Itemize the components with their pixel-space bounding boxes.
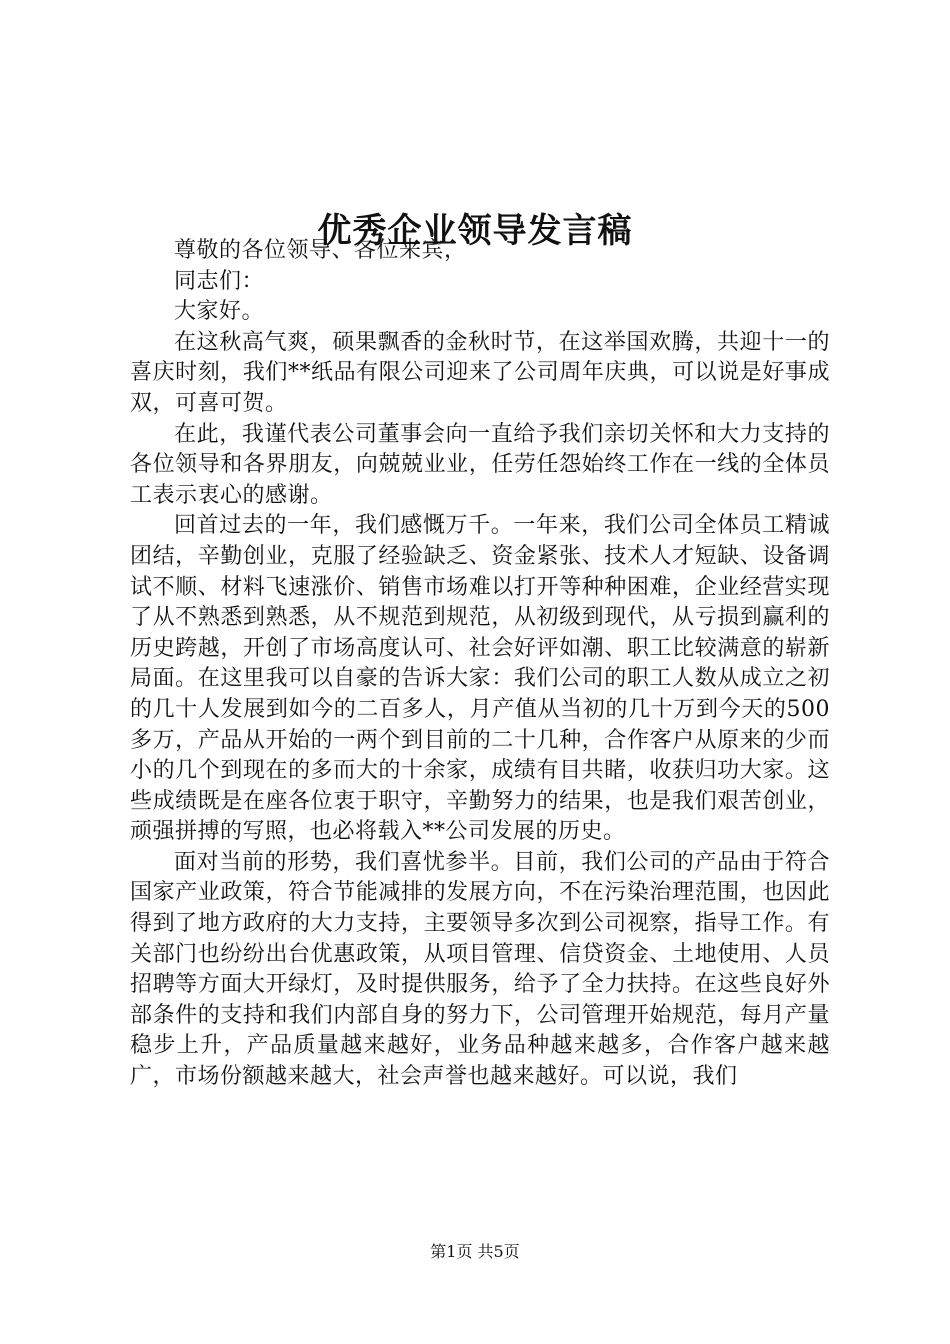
body-paragraph: 回首过去的一年，我们感慨万千。一年来，我们公司全体员工精诚团结，辛勤创业，克服了经验缺乏、资金紧张、技术人才短缺、设备调试不顺、材料飞速涨价、销售市场难以打开等种种困难，企业经营实现了从不熟悉到熟悉，从不规范到规范，从初级到现代，从亏损到赢利的历史跨越，开创了市场高度认可、社会好评如潮、职工比较满意的崭新局面。在这里我可以自豪的告诉大家：我们公司的职工人数从成立之初的几十人发展到如今的二百多人，月产值从当初的几十万到今天的500多万，产品从开始的一两个到目前的二十几种，合作客户从原来的少而小的几个到现在的多而大的十余家，成绩有目共睹，收获归功大家。这些成绩既是在座各位衷于职守，辛勤努力的结果，也是我们艰苦创业，顽强拼搏的写照，也必将载入**公司发展的历史。 bbox=[130, 513, 830, 845]
greeting-line: 大家好。 bbox=[174, 299, 265, 325]
salutation-line: 同志们： bbox=[174, 268, 265, 294]
body-paragraph: 在这秋高气爽，硕果飘香的金秋时节，在这举国欢腾，共迎十一的喜庆时刻，我们**纸品有限公司迎来了公司周年庆典，可以说是好事成双，可喜可贺。 bbox=[130, 329, 830, 416]
salutation-line: 尊敬的各位领导、各位来宾， bbox=[174, 238, 467, 263]
body-paragraph: 面对当前的形势，我们喜忧参半。目前，我们公司的产品由于符合国家产业政策，符合节能减排的发展方向，不在污染治理范围，也因此得到了地方政府的大力支持，主要领导多次到公司视察，指导工作。有关部门也纷纷出台优惠政策，从项目管理、信贷资金、土地使用、人员招聘等方面大开绿灯，及时提供服务，给予了全力扶持。在这些良好外部条件的支持和我们内部自身的努力下，公司管理开始规范，每月产量稳步上升，产品质量越来越好，业务品种越来越多，合作客户越来越广，市场份额越来越大，社会声誉也越来越好。可以说，我们 bbox=[130, 849, 830, 1090]
body-paragraph: 在此，我谨代表公司董事会向一直给予我们亲切关怀和大力支持的各位领导和各界朋友，向兢兢业业，任劳任怨始终工作在一线的全体员工表示衷心的感谢。 bbox=[130, 421, 830, 508]
document-title: 优秀企业领导发言稿 bbox=[317, 210, 633, 251]
page-number-footer: 第1页 共5页 bbox=[430, 1242, 520, 1261]
document-body bbox=[130, 236, 830, 1093]
